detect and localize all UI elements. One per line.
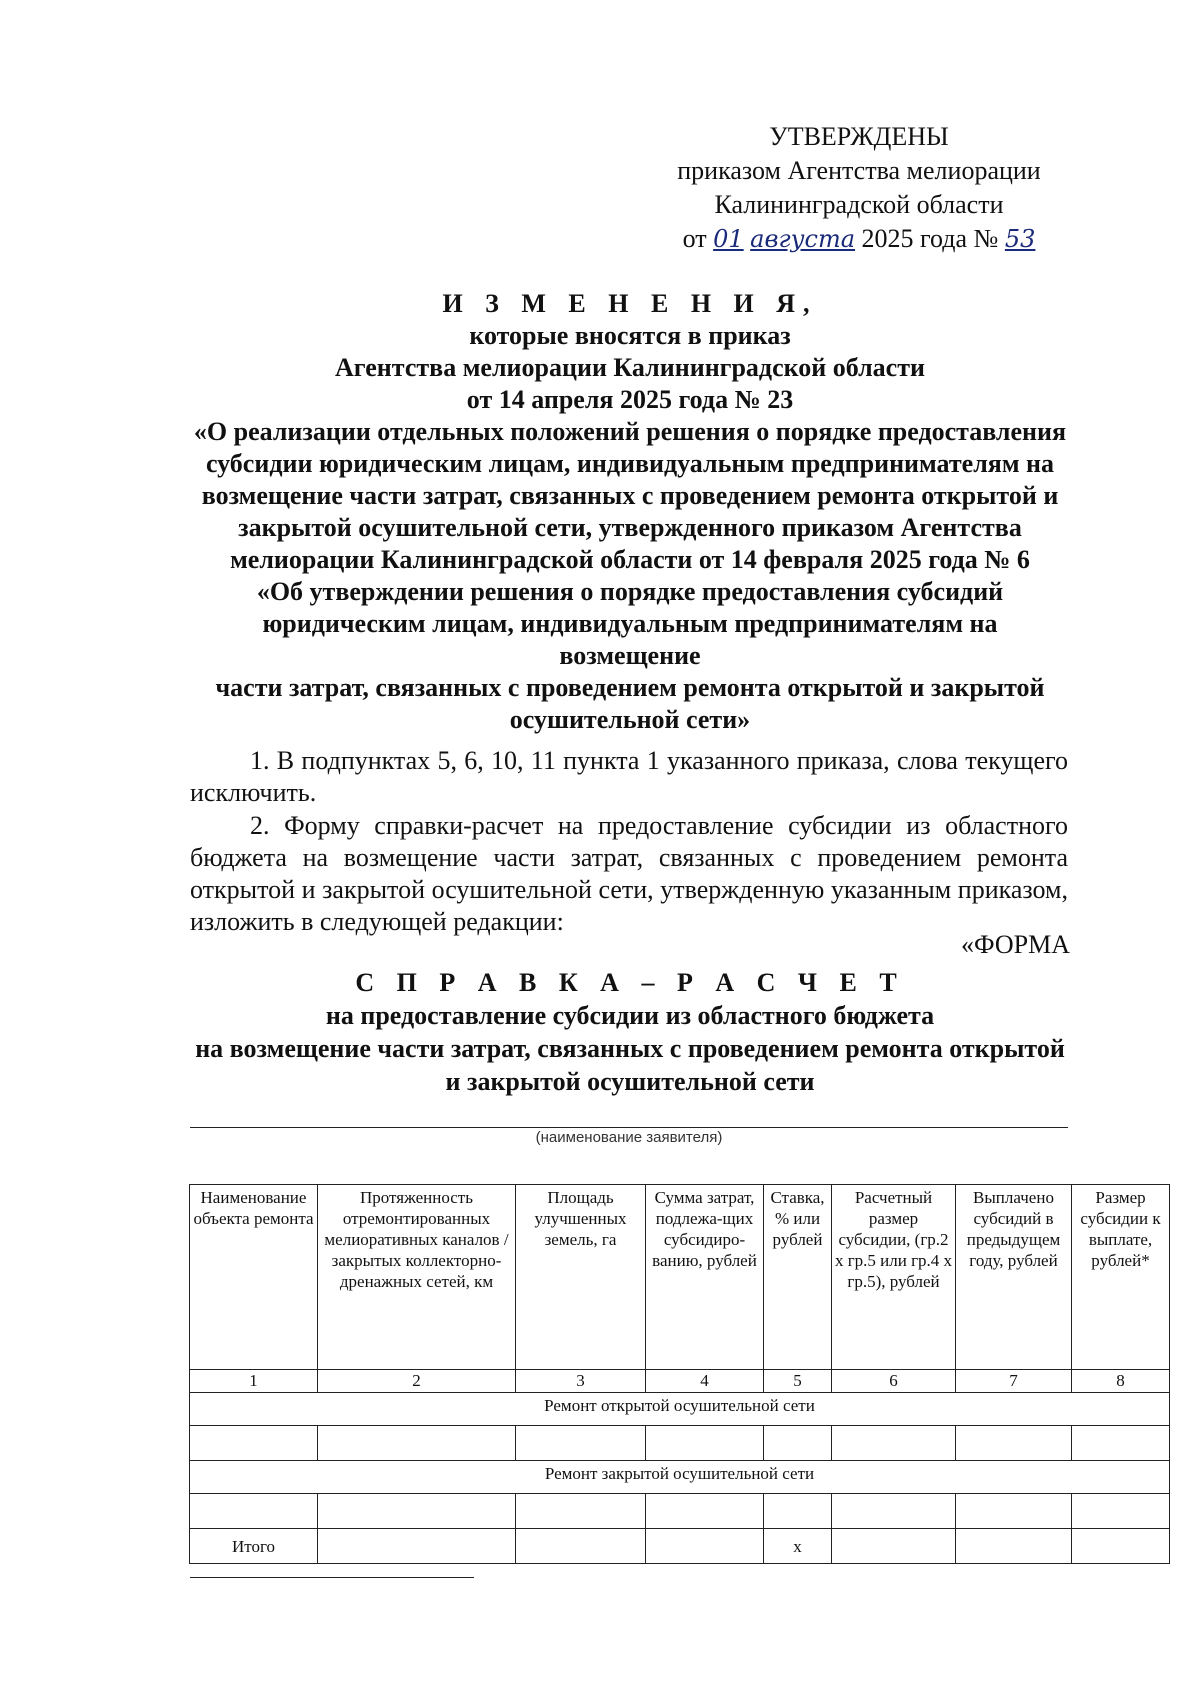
total-row: [190, 1529, 1170, 1564]
changes-line: от 14 апреля 2025 года № 23: [466, 385, 794, 414]
changes-line: Агентства мелиорации Калининградской области: [335, 353, 925, 382]
table-cell: [1072, 1426, 1170, 1461]
table-cell: [190, 1494, 318, 1529]
column-number: 1: [190, 1370, 318, 1393]
table-cell: [516, 1529, 646, 1564]
form-title-block: [190, 966, 1070, 1098]
table-row: [190, 1494, 1170, 1529]
form-subtitle-line-2: на возмещение части затрат, связанных с проведением ремонта открытой: [195, 1034, 1065, 1063]
column-header: Ставка, % или рублей: [764, 1185, 832, 1370]
column-header: Протяженность отремонтированных мелиоративных каналов / закрытых коллекторно-дренажных сетей, км: [318, 1185, 516, 1370]
column-header: Площадь улучшенных земель, га: [516, 1185, 646, 1370]
section-row-closed-network: [190, 1461, 1170, 1494]
table-cell: [318, 1494, 516, 1529]
changes-line: субсидии юридическим лицам, индивидуальным предпринимателям на: [205, 449, 1055, 478]
table-cell: [516, 1494, 646, 1529]
footnote-separator: [190, 1577, 474, 1578]
column-header: Сумма затрат, подлежа-щих субсидиро-ванию, рублей: [646, 1185, 764, 1370]
column-header: Размер субсидии к выплате, рублей*: [1072, 1185, 1170, 1370]
subsidy-calculation-table: [189, 1184, 1170, 1564]
table-cell: [832, 1426, 956, 1461]
table-cell: [646, 1494, 764, 1529]
date-prefix: от: [682, 224, 707, 253]
changes-line: «Об утверждении решения о порядке предоставления субсидий: [256, 577, 1004, 606]
table-cell: [764, 1426, 832, 1461]
form-title: С П Р А В К А – Р А С Ч Е Т: [355, 968, 905, 997]
total-rate-mark: x: [764, 1529, 832, 1564]
changes-line: мелиорации Калининградской области от 14 февраля 2025 года № 6: [230, 545, 1030, 574]
column-number: 5: [764, 1370, 832, 1393]
column-number: 2: [318, 1370, 516, 1393]
table-cell: [646, 1426, 764, 1461]
table-cell: [1072, 1529, 1170, 1564]
date-year: 2025 года №: [861, 224, 999, 253]
changes-line: юридическим лицам, индивидуальным предпринимателям на возмещение: [262, 609, 998, 670]
applicant-name-line: [190, 1127, 1068, 1128]
table-cell: [832, 1494, 956, 1529]
table-cell: [956, 1529, 1072, 1564]
table-cell: [646, 1529, 764, 1564]
column-header: Расчетный размер субсидии, (гр.2 x гр.5 или гр.4 x гр.5), рублей: [832, 1185, 956, 1370]
table-cell: [318, 1426, 516, 1461]
paragraph-item-1: 1. В подпунктах 5, 6, 10, 11 пункта 1 указанного приказа, слова текущего исключить.: [190, 746, 1068, 807]
table-cell: [516, 1426, 646, 1461]
handwritten-order-number: 53: [1004, 225, 1036, 253]
handwritten-day: 01: [713, 225, 744, 253]
table-cell: [832, 1529, 956, 1564]
table-cell: [956, 1494, 1072, 1529]
column-number: 8: [1072, 1370, 1170, 1393]
column-number-row: [190, 1370, 1170, 1393]
column-number: 3: [516, 1370, 646, 1393]
table-row: [190, 1426, 1170, 1461]
section-label: Ремонт закрытой осушительной сети: [190, 1461, 1170, 1494]
changes-line: которые вносятся в приказ: [469, 321, 791, 350]
changes-line: «О реализации отдельных положений решения о порядке предоставления: [193, 417, 1067, 446]
section-label: Ремонт открытой осушительной сети: [190, 1393, 1170, 1426]
paragraph-item-2: 2. Форму справки-расчет на предоставление субсидии из областного бюджета на возмещение части затрат, связанных с проведением ремонта открытой и закрытой осушительной сети, утвержденную указанным приказом, изложить в следующей редакции:: [190, 811, 1068, 936]
approval-date-line: [644, 222, 1074, 256]
column-number: 6: [832, 1370, 956, 1393]
changes-title-block: [190, 288, 1070, 736]
form-subtitle-line-1: на предоставление субсидии из областного бюджета: [325, 1001, 935, 1030]
column-number: 7: [956, 1370, 1072, 1393]
forma-label: «ФОРМА: [961, 930, 1070, 959]
total-label: Итого: [190, 1529, 318, 1564]
table-cell: [764, 1494, 832, 1529]
changes-line: возмещение части затрат, связанных с проведением ремонта открытой и: [201, 481, 1059, 510]
table-cell: [318, 1529, 516, 1564]
approval-stamp-block: [644, 120, 1074, 256]
table-cell: [1072, 1494, 1170, 1529]
table-cell: [190, 1426, 318, 1461]
form-subtitle-line-3: и закрытой осушительной сети: [445, 1067, 815, 1096]
column-header: Наименование объекта ремонта: [190, 1185, 318, 1370]
table-header-row: [190, 1185, 1170, 1370]
column-number: 4: [646, 1370, 764, 1393]
changes-line: осушительной сети»: [509, 705, 751, 734]
changes-line: части затрат, связанных с проведением ремонта открытой и закрытой: [215, 673, 1045, 702]
approval-line-1: приказом Агентства мелиорации: [677, 156, 1041, 185]
approval-title: УТВЕРЖДЕНЫ: [769, 122, 949, 151]
handwritten-month: августа: [750, 225, 856, 253]
column-header: Выплачено субсидий в предыдущем году, рублей: [956, 1185, 1072, 1370]
changes-heading: И З М Е Н Е Н И Я,: [442, 289, 818, 318]
section-row-open-network: [190, 1393, 1170, 1426]
applicant-caption: (наименование заявителя): [535, 1129, 723, 1146]
changes-line: закрытой осушительной сети, утвержденного приказом Агентства: [238, 513, 1022, 542]
table-cell: [956, 1426, 1072, 1461]
approval-line-2: Калининградской области: [714, 190, 1004, 219]
